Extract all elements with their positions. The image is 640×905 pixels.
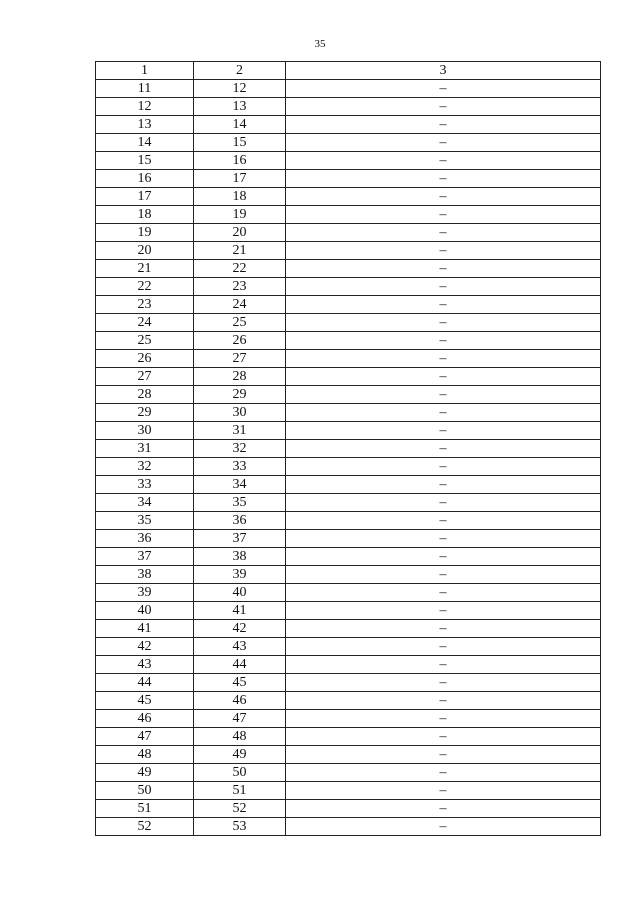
table-row	[96, 512, 601, 530]
table-cell-col-1: 13	[96, 116, 194, 134]
table-cell-col-3: –	[286, 98, 601, 116]
table-cell-col-3: –	[286, 728, 601, 746]
table-cell-col-1: 12	[96, 98, 194, 116]
table-cell-col-1: 43	[96, 656, 194, 674]
table-cell-col-3: –	[286, 152, 601, 170]
table-cell-col-1: 25	[96, 332, 194, 350]
table-row	[96, 476, 601, 494]
table-cell-col-2: 34	[194, 476, 286, 494]
table-row	[96, 404, 601, 422]
table-row	[96, 314, 601, 332]
table-cell-col-2: 19	[194, 206, 286, 224]
table-cell-col-1: 23	[96, 296, 194, 314]
table-cell-col-1: 14	[96, 134, 194, 152]
table-row	[96, 80, 601, 98]
table-cell-col-1: 46	[96, 710, 194, 728]
table-cell-col-2: 24	[194, 296, 286, 314]
table-cell-col-3: –	[286, 116, 601, 134]
table-cell-col-2: 37	[194, 530, 286, 548]
table-cell-col-2: 25	[194, 314, 286, 332]
table-row	[96, 602, 601, 620]
table-row	[96, 692, 601, 710]
table-cell-col-2: 27	[194, 350, 286, 368]
table-cell-col-1: 41	[96, 620, 194, 638]
table-row	[96, 440, 601, 458]
table-cell-col-3: –	[286, 242, 601, 260]
table-cell-col-3: –	[286, 710, 601, 728]
table-row	[96, 386, 601, 404]
table-cell-col-1: 29	[96, 404, 194, 422]
table-cell-col-3: –	[286, 674, 601, 692]
table-cell-col-3: –	[286, 602, 601, 620]
table-row	[96, 818, 601, 836]
table-cell-col-2: 48	[194, 728, 286, 746]
table-row	[96, 548, 601, 566]
table-row	[96, 782, 601, 800]
table-cell-col-1: 42	[96, 638, 194, 656]
table-cell-col-3: –	[286, 764, 601, 782]
table-cell-col-2: 53	[194, 818, 286, 836]
table-cell-col-3: –	[286, 386, 601, 404]
table-cell-col-2: 16	[194, 152, 286, 170]
table-cell-col-2: 30	[194, 404, 286, 422]
table-cell-col-2: 13	[194, 98, 286, 116]
table-cell-col-2: 23	[194, 278, 286, 296]
table-row	[96, 494, 601, 512]
table-cell-col-3: –	[286, 422, 601, 440]
table-row	[96, 800, 601, 818]
table-row	[96, 188, 601, 206]
table-cell-col-3: –	[286, 476, 601, 494]
table-cell-col-3: –	[286, 260, 601, 278]
table-cell-col-2: 29	[194, 386, 286, 404]
table-cell-col-1: 44	[96, 674, 194, 692]
table-cell-col-3: –	[286, 818, 601, 836]
table-cell-col-2: 22	[194, 260, 286, 278]
table-row	[96, 728, 601, 746]
table-cell-col-1: 32	[96, 458, 194, 476]
table-cell-col-2: 17	[194, 170, 286, 188]
table-cell-col-3: –	[286, 134, 601, 152]
table-row	[96, 242, 601, 260]
table-cell-col-3: –	[286, 530, 601, 548]
table-cell-col-3: –	[286, 638, 601, 656]
column-header-3: 3	[286, 62, 601, 80]
table-cell-col-3: –	[286, 692, 601, 710]
table-row	[96, 98, 601, 116]
table-row	[96, 530, 601, 548]
table-row	[96, 746, 601, 764]
table-cell-col-1: 45	[96, 692, 194, 710]
header-row	[96, 62, 601, 80]
table-body	[96, 80, 601, 836]
table-cell-col-2: 42	[194, 620, 286, 638]
table-cell-col-1: 17	[96, 188, 194, 206]
table-cell-col-1: 35	[96, 512, 194, 530]
table-cell-col-1: 38	[96, 566, 194, 584]
table-row	[96, 764, 601, 782]
table-row	[96, 170, 601, 188]
table-cell-col-1: 15	[96, 152, 194, 170]
table-cell-col-2: 51	[194, 782, 286, 800]
table-row	[96, 458, 601, 476]
table-cell-col-1: 22	[96, 278, 194, 296]
table-cell-col-2: 20	[194, 224, 286, 242]
table-cell-col-3: –	[286, 512, 601, 530]
table-row	[96, 566, 601, 584]
table-cell-col-1: 34	[96, 494, 194, 512]
table-cell-col-2: 44	[194, 656, 286, 674]
table-cell-col-2: 43	[194, 638, 286, 656]
table-cell-col-1: 31	[96, 440, 194, 458]
table-cell-col-1: 36	[96, 530, 194, 548]
table-cell-col-2: 21	[194, 242, 286, 260]
table-cell-col-1: 51	[96, 800, 194, 818]
table-cell-col-1: 37	[96, 548, 194, 566]
table-cell-col-2: 14	[194, 116, 286, 134]
table-row	[96, 422, 601, 440]
table-cell-col-2: 35	[194, 494, 286, 512]
table-cell-col-1: 33	[96, 476, 194, 494]
table-cell-col-3: –	[286, 800, 601, 818]
data-table	[95, 61, 601, 836]
table-row	[96, 152, 601, 170]
table-cell-col-2: 12	[194, 80, 286, 98]
column-header-2: 2	[194, 62, 286, 80]
table-cell-col-1: 39	[96, 584, 194, 602]
table-row	[96, 584, 601, 602]
table-row	[96, 134, 601, 152]
table-cell-col-2: 18	[194, 188, 286, 206]
table-cell-col-3: –	[286, 368, 601, 386]
table-cell-col-2: 50	[194, 764, 286, 782]
table-row	[96, 656, 601, 674]
table-cell-col-2: 39	[194, 566, 286, 584]
table-cell-col-3: –	[286, 746, 601, 764]
table-cell-col-3: –	[286, 224, 601, 242]
table-cell-col-1: 16	[96, 170, 194, 188]
table-cell-col-3: –	[286, 782, 601, 800]
table-cell-col-1: 19	[96, 224, 194, 242]
table-cell-col-2: 40	[194, 584, 286, 602]
table-cell-col-3: –	[286, 278, 601, 296]
table-cell-col-3: –	[286, 458, 601, 476]
table-cell-col-3: –	[286, 404, 601, 422]
table-row	[96, 620, 601, 638]
table-cell-col-1: 18	[96, 206, 194, 224]
table-cell-col-1: 21	[96, 260, 194, 278]
table-cell-col-2: 45	[194, 674, 286, 692]
table-cell-col-2: 32	[194, 440, 286, 458]
table-cell-col-3: –	[286, 566, 601, 584]
table-cell-col-2: 28	[194, 368, 286, 386]
table-row	[96, 224, 601, 242]
table-cell-col-1: 47	[96, 728, 194, 746]
table-cell-col-1: 24	[96, 314, 194, 332]
table-cell-col-3: –	[286, 332, 601, 350]
table-cell-col-3: –	[286, 80, 601, 98]
table-row	[96, 206, 601, 224]
table-row	[96, 332, 601, 350]
table-cell-col-2: 41	[194, 602, 286, 620]
table-cell-col-3: –	[286, 440, 601, 458]
table-cell-col-3: –	[286, 314, 601, 332]
table-cell-col-1: 20	[96, 242, 194, 260]
table-cell-col-3: –	[286, 494, 601, 512]
table-cell-col-1: 30	[96, 422, 194, 440]
table-cell-col-3: –	[286, 656, 601, 674]
table-row	[96, 260, 601, 278]
table-cell-col-3: –	[286, 548, 601, 566]
table-cell-col-1: 26	[96, 350, 194, 368]
table-cell-col-1: 52	[96, 818, 194, 836]
table-row	[96, 674, 601, 692]
table-cell-col-3: –	[286, 206, 601, 224]
table-cell-col-3: –	[286, 170, 601, 188]
column-header-1: 1	[96, 62, 194, 80]
table-row	[96, 710, 601, 728]
table-row	[96, 296, 601, 314]
page-number: 35	[314, 38, 326, 50]
table-cell-col-2: 26	[194, 332, 286, 350]
table-cell-col-2: 15	[194, 134, 286, 152]
table-cell-col-3: –	[286, 296, 601, 314]
table-cell-col-2: 49	[194, 746, 286, 764]
table-cell-col-3: –	[286, 620, 601, 638]
table-row	[96, 116, 601, 134]
table-cell-col-1: 48	[96, 746, 194, 764]
table-row	[96, 368, 601, 386]
table-cell-col-1: 40	[96, 602, 194, 620]
table-cell-col-1: 50	[96, 782, 194, 800]
table-cell-col-2: 52	[194, 800, 286, 818]
table-cell-col-3: –	[286, 584, 601, 602]
table-row	[96, 638, 601, 656]
table-cell-col-3: –	[286, 188, 601, 206]
table-cell-col-2: 38	[194, 548, 286, 566]
table-row	[96, 350, 601, 368]
table-cell-col-2: 33	[194, 458, 286, 476]
table-row	[96, 278, 601, 296]
table-cell-col-2: 36	[194, 512, 286, 530]
table-cell-col-2: 31	[194, 422, 286, 440]
table-cell-col-2: 47	[194, 710, 286, 728]
table-header	[96, 62, 601, 80]
table-cell-col-3: –	[286, 350, 601, 368]
table-cell-col-1: 49	[96, 764, 194, 782]
table-cell-col-2: 46	[194, 692, 286, 710]
table-cell-col-1: 27	[96, 368, 194, 386]
table-cell-col-1: 11	[96, 80, 194, 98]
table-cell-col-1: 28	[96, 386, 194, 404]
